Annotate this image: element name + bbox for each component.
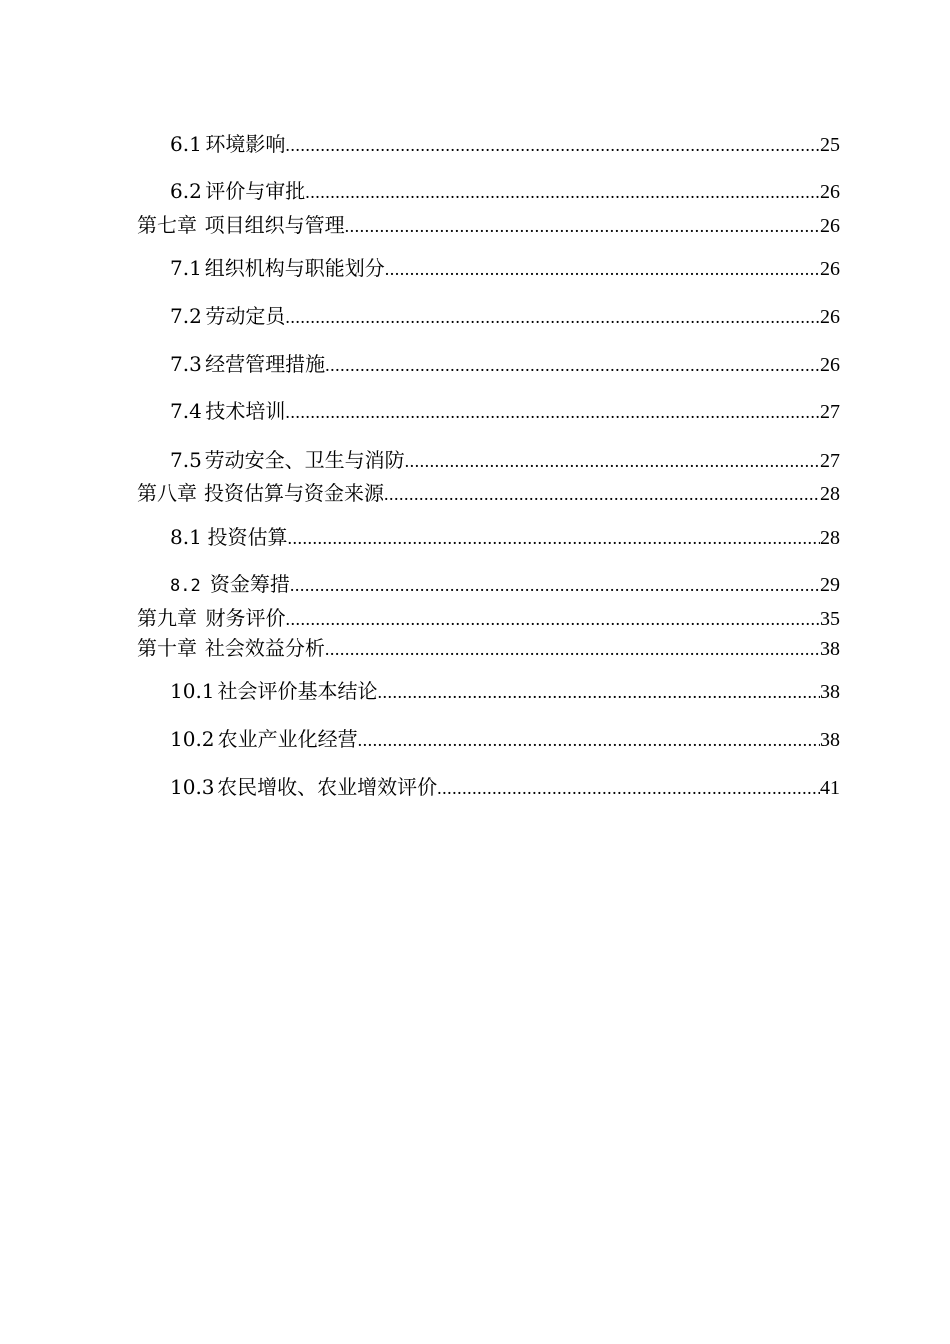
toc-chapter-number: 第七章: [137, 213, 197, 237]
toc-dot-leader: [384, 480, 820, 508]
toc-entry-number: 6.2: [170, 179, 202, 203]
toc-entry-page: 28: [820, 527, 840, 549]
toc-entry-8-2[interactable]: [170, 570, 840, 598]
toc-chapter-number: 第八章: [137, 481, 197, 505]
toc-chapter-title: 项目组织与管理: [204, 213, 345, 237]
toc-dot-leader: [437, 774, 820, 802]
toc-entry-page: 26: [820, 215, 840, 237]
toc-entry-7-2[interactable]: [170, 302, 840, 330]
toc-entry-title: 组织机构与职能划分: [204, 256, 385, 280]
toc-entry-page: 26: [820, 181, 840, 203]
toc-dot-leader: [345, 212, 820, 240]
toc-entry-7-3[interactable]: [170, 350, 840, 378]
toc-entry-number: 7.2: [170, 304, 202, 328]
toc-entry-page: 27: [820, 450, 840, 472]
toc-entry-title: 劳动定员: [205, 304, 286, 328]
toc-dot-leader: [285, 303, 820, 331]
toc-dot-leader: [285, 398, 820, 426]
toc-entry-title: 投资估算: [207, 525, 288, 549]
toc-chapter-title: 投资估算与资金来源: [203, 481, 384, 505]
toc-entry-chapter-7[interactable]: [137, 211, 840, 239]
toc-dot-leader: [325, 351, 820, 379]
toc-dot-leader: [377, 678, 820, 706]
toc-entry-number: 6.1: [170, 132, 202, 156]
toc-entry-7-5[interactable]: [170, 446, 840, 474]
toc-chapter-title: 财务评价: [205, 606, 286, 630]
toc-entry-page: 38: [820, 681, 840, 703]
toc-entry-7-4[interactable]: [170, 397, 840, 425]
toc-entry-number: 10.3: [170, 775, 215, 799]
toc-dot-leader: [290, 571, 820, 599]
toc-dot-leader: [285, 131, 820, 159]
toc-entry-10-2[interactable]: [170, 725, 840, 753]
toc-dot-leader: [358, 726, 820, 754]
toc-chapter-title: 社会效益分析: [204, 636, 325, 660]
toc-entry-page: 25: [820, 134, 840, 156]
toc-entry-page: 28: [820, 483, 840, 505]
toc-entry-chapter-10[interactable]: [137, 634, 840, 662]
toc-entry-chapter-8[interactable]: [137, 479, 840, 507]
toc-entry-page: 38: [820, 729, 840, 751]
toc-entry-number: 10.2: [170, 727, 215, 751]
toc-entry-title: 经营管理措施: [205, 352, 326, 376]
toc-entry-6-1[interactable]: [170, 130, 840, 158]
toc-entry-page: 35: [820, 608, 840, 630]
toc-dot-leader: [305, 178, 820, 206]
toc-entry-6-2[interactable]: [170, 177, 840, 205]
toc-entry-page: 29: [820, 574, 840, 596]
toc-entry-page: 26: [820, 258, 840, 280]
toc-entry-title: 技术培训: [205, 399, 286, 423]
toc-entry-page: 38: [820, 638, 840, 660]
toc-entry-title: 劳动安全、卫生与消防: [204, 448, 405, 472]
toc-entry-title: 资金筹措: [209, 572, 290, 596]
toc-entry-number: 10.1: [170, 679, 215, 703]
toc-chapter-number: 第十章: [137, 636, 197, 660]
toc-entry-number: 7.1: [170, 256, 202, 280]
toc-dot-leader: [385, 255, 820, 283]
toc-entry-8-1[interactable]: [170, 523, 840, 551]
toc-chapter-number: 第九章: [137, 606, 197, 630]
toc-entry-10-3[interactable]: [170, 773, 840, 801]
toc-entry-title: 农民增收、农业增效评价: [217, 775, 438, 799]
toc-entry-page: 26: [820, 354, 840, 376]
toc-entry-title: 社会评价基本结论: [217, 679, 378, 703]
toc-entry-chapter-9[interactable]: [137, 604, 840, 632]
toc-entry-number: 8.2: [170, 576, 201, 596]
toc-entry-title: 评价与审批: [205, 179, 306, 203]
toc-entry-10-1[interactable]: [170, 677, 840, 705]
toc-entry-number: 7.4: [170, 399, 202, 423]
toc-entry-page: 26: [820, 306, 840, 328]
toc-dot-leader: [288, 524, 821, 552]
toc-entry-number: 7.3: [170, 352, 202, 376]
toc-entry-number: 7.5: [170, 448, 202, 472]
toc-dot-leader: [286, 605, 820, 633]
toc-entry-title: 农业产业化经营: [217, 727, 358, 751]
toc-entry-page: 41: [820, 777, 840, 799]
toc-dot-leader: [325, 635, 820, 663]
toc-entry-page: 27: [820, 401, 840, 423]
toc-entry-title: 环境影响: [205, 132, 286, 156]
toc-dot-leader: [405, 447, 820, 475]
toc-entry-number: 8.1: [170, 525, 202, 549]
toc-entry-7-1[interactable]: [170, 254, 840, 282]
